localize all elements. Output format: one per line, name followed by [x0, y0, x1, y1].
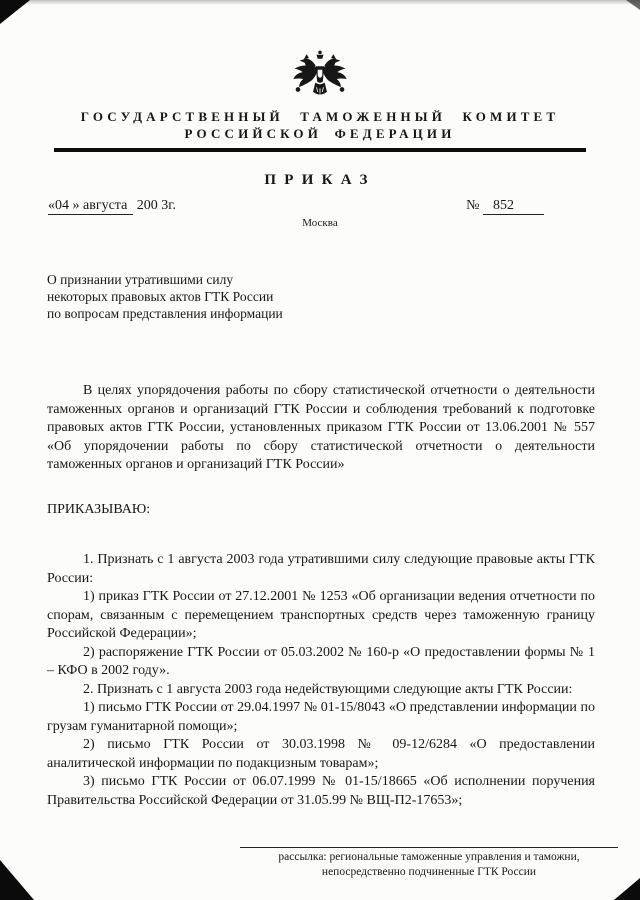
subject-line: О признании утратившими силу — [47, 272, 234, 287]
distribution-note — [240, 847, 618, 880]
intro-paragraph: В целях упорядочения работы по сбору статистической отчетности о деятельности таможенных органов и организаций ГТК России и соблюдения требований к подготовке правовых актов ГТК России, установленных приказом ГТК России от 13.06.2001 № 557 «Об упорядочении работы по сбору статистической отчетности о деятельности таможенных органов и организаций ГТК России» — [47, 383, 595, 472]
order-number-value: 852 — [483, 198, 544, 215]
scan-corner-artifact — [626, 0, 640, 10]
header-divider — [54, 148, 586, 152]
document-title: ПРИКАЗ — [264, 172, 376, 188]
order-subject — [47, 271, 640, 322]
order-date-year: 200 3г. — [136, 198, 176, 213]
scan-corner-artifact — [0, 0, 30, 24]
order-meta-row — [0, 198, 640, 214]
coat-of-arms-icon — [0, 0, 640, 102]
order-date — [48, 198, 176, 214]
subject-line: некоторых правовых актов ГТК России — [47, 289, 274, 304]
order-city: Москва — [302, 217, 338, 229]
order-item: 1. Признать с 1 августа 2003 года утратившими силу следующие правовые акты ГТК России: — [47, 552, 595, 586]
scan-edge-artifact — [0, 0, 640, 5]
order-item: 2. Признать с 1 августа 2003 года недействующими следующие акты ГТК России: — [83, 681, 573, 697]
subject-line: по вопросам представления информации — [47, 306, 283, 321]
order-item: 1) приказ ГТК России от 27.12.2001 № 1253 «Об организации ведения отчетности по спорам, связанным с перемещением транспортных средств через таможенную границу Российской Федерации»; — [47, 589, 595, 641]
organization-name-line2: РОССИЙСКОЙ ФЕДЕРАЦИИ — [184, 126, 456, 141]
order-items — [47, 551, 595, 810]
scan-corner-artifact — [614, 878, 640, 900]
organization-name — [0, 108, 640, 142]
command-word: ПРИКАЗЫВАЮ: — [47, 501, 151, 517]
scan-corner-artifact — [0, 860, 34, 900]
order-date-filled: «04 » августа — [48, 198, 133, 215]
distribution-line: непосредственно подчиненные ГТК России — [321, 866, 537, 878]
distribution-line: рассылка: региональные таможенные управления и таможни, — [278, 851, 580, 863]
order-number-label: № — [466, 198, 480, 213]
order-item: 2) распоряжение ГТК России от 05.03.2002 № 160-р «О предоставлении формы № 1 – КФО в 2002 году». — [47, 644, 595, 678]
order-body — [47, 382, 595, 810]
organization-name-line1: ГОСУДАРСТВЕННЫЙ ТАМОЖЕННЫЙ КОМИТЕТ — [80, 109, 560, 124]
order-item: 3) письмо ГТК России от 06.07.1999 № 01-15/18665 «Об исполнении поручения Правительства Российской Федерации от 31.05.99 № ВЩ-П2-17653»; — [47, 774, 595, 808]
order-item: 2) письмо ГТК России от 30.03.1998 № 09-12/6284 «О предоставлении аналитической информации по подакцизным товарам»; — [47, 737, 595, 771]
order-number — [466, 198, 544, 214]
order-item: 1) письмо ГТК России от 29.04.1997 № 01-15/8043 «О представлении информации по грузам гуманитарной помощи»; — [47, 700, 595, 734]
